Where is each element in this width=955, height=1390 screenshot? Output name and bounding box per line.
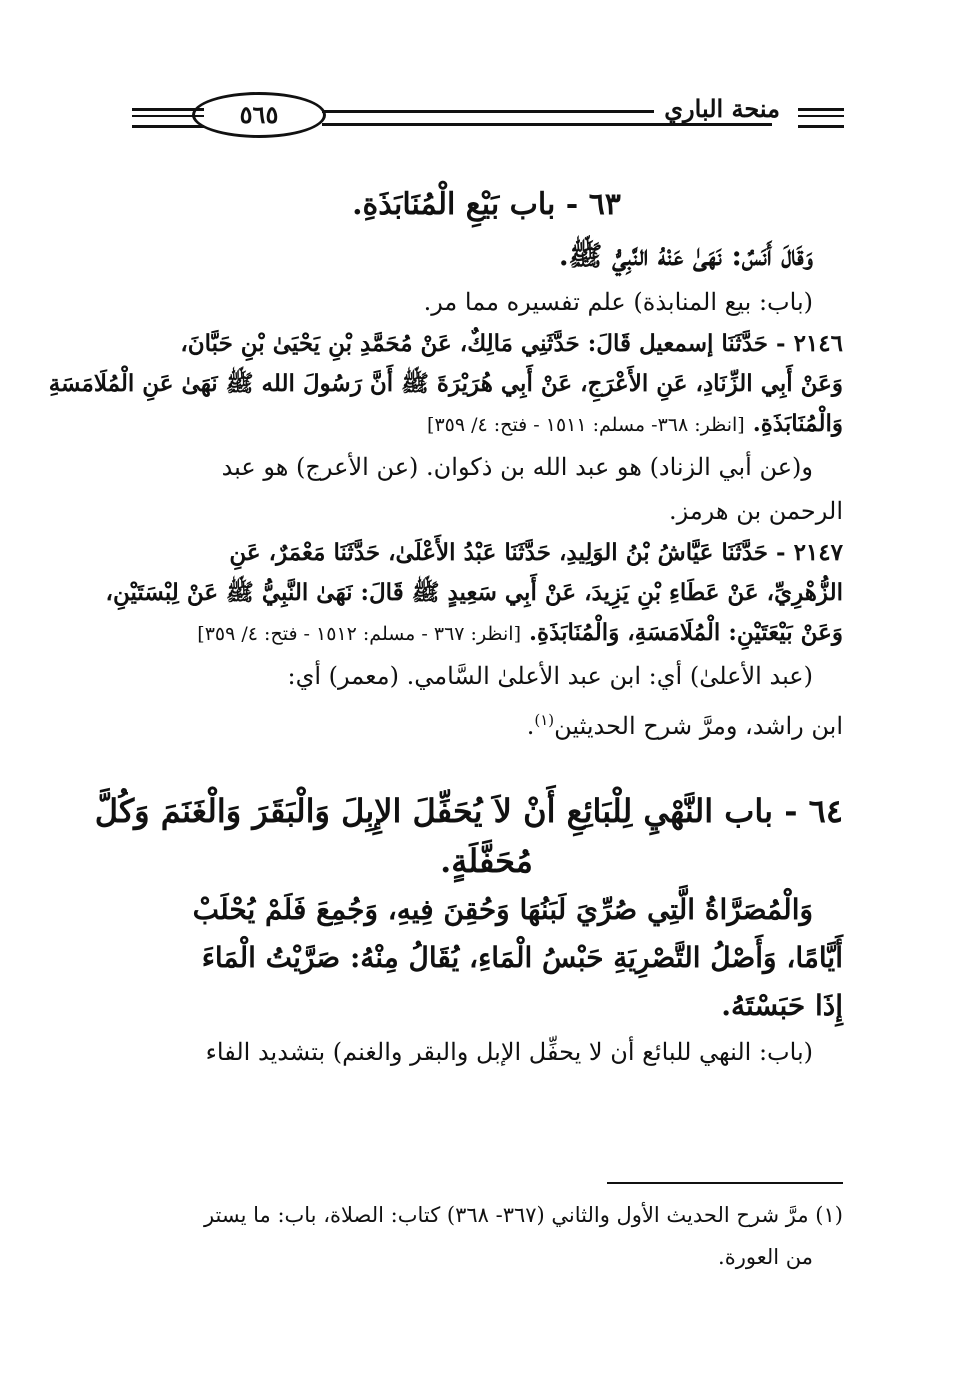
chapter-63-matn: وَقَالَ أَنَسٌ: نَهَىٰ عَنْهُ النَّبِيُّ ﷺ. (558, 239, 813, 272)
hadith-2147-line-3 (130, 613, 843, 654)
footnote-line-1: (١) مرَّ شرح الحديث الأول والثاني (٣٦٧- ٣٦٨) كتاب: الصلاة، باب: ما يستر (203, 1203, 843, 1227)
hadith-2146-reference: [انظر: ٣٦٨- مسلم: ١٥١١ - فتح: ٤/ ٣٥٩] (427, 414, 745, 436)
chapter-64-heading-line-2: مُحَفَّلَةٍ. (440, 842, 533, 880)
footnote-line-2: من العورة. (718, 1245, 813, 1269)
hadith-2147-reference: [انظر: ٣٦٧ - مسلم: ١٥١٢ - فتح: ٤/ ٣٥٩] (197, 623, 521, 645)
commentary-2147-line-1: (عبد الأعلىٰ) أي: ابن عبد الأعلىٰ السَّامي. (معمر) أي: (287, 662, 813, 690)
footnote-block (130, 1194, 843, 1278)
commentary-64-line-1: (باب: النهي للبائع أن لا يحفِّل الإبل والبقر والغنم) بتشديد الفاء (205, 1038, 813, 1066)
page-header (132, 88, 844, 144)
hadith-2147-line-2: الزُّهْرِيِّ، عَنْ عَطَاءِ بْنِ يَزِيدَ، عَنْ أَبِي سَعِيدٍ ﷺ قَالَ: نَهَىٰ النَّبِيُّ ﷺ عَنْ لِبْسَتَيْنِ، (105, 579, 843, 606)
running-title: منحة الباري (654, 94, 790, 123)
hadith-2146-text-end: وَالْمُنَابَذَةِ. (752, 410, 843, 437)
chapter-63-heading: ٦٣ - باب بَيْعِ الْمُنَابَذَةِ. (352, 187, 621, 222)
hadith-2146-line-2: وَعَنْ أَبِي الزِّنَادِ، عَنِ الأَعْرَجِ، عَنْ أَبِي هُرَيْرَةَ ﷺ أَنَّ رَسُولَ الله ﷺ نَهَىٰ عَنِ الْمُلَامَسَةِ (48, 370, 843, 397)
page-number: ٥٦٥ (192, 92, 326, 138)
commentary-2147-line-2 (130, 698, 843, 748)
chapter-64-heading-line-1: ٦٤ - باب النَّهْيِ لِلْبَائِعِ أَنْ لاَ يُحَفِّلَ الإِبِلَ وَالْبَقَرَ وَالْغَنَمَ وَكُلَّ (94, 792, 843, 830)
footnote-marker: (١) (534, 711, 555, 729)
commentary-2146-line-1: و(عن أبي الزناد) هو عبد الله بن ذكوان. (عن الأعرج) هو عبد (221, 453, 813, 481)
chapter-64-matn-line-1: وَالْمُصَرَّاةُ الَّتِي صُرِّيَ لَبَنُهَا وَحُقِنَ فِيهِ، وَجُمِعَ فَلَمْ يُحْلَبْ (192, 893, 813, 926)
chapter-64-matn-line-2: أَيَّامًا، وَأَصْلُ التَّصْرِيَةِ حَبْسُ الْمَاءِ، يُقَالُ مِنْهُ: صَرَّيْتُ الْمَاءَ (201, 941, 843, 974)
footnote-divider (607, 1182, 843, 1184)
hadith-2147-line-1: ٢١٤٧ - حَدَّثَنَا عَيَّاشُ بْنُ الوَلِيدِ، حَدَّثَنَا عَبْدُ الأَعْلَىٰ، حَدَّثَنَا مَعْمَرٌ، عَنِ (229, 539, 843, 566)
hadith-2146-line-3 (130, 404, 843, 445)
commentary-2147-period: . (526, 712, 535, 740)
commentary-63-1: (باب: بيع المنابذة) علم تفسيره مما مر. (423, 288, 813, 316)
hadith-2147-text-end: وَعَنْ بَيْعَتَيْنِ: الْمُلَامَسَةِ، وَالْمُنَابَذَةِ. (529, 619, 843, 646)
header-rule-right (798, 108, 844, 128)
commentary-2146-line-2: الرحمن بن هرمز. (668, 497, 843, 525)
hadith-2146-line-1: ٢١٤٦ - حَدَّثَنَا إسمعيل قَالَ: حَدَّثَنِي مَالِكٌ، عَنْ مُحَمَّدِ بْنِ يَحْيَىٰ بْنِ حَبَّانَ، (180, 330, 843, 357)
chapter-64-matn-line-3: إِذَا حَبَسْتَهُ. (721, 989, 843, 1022)
page-body (48, 168, 843, 1074)
commentary-2147-text: ابن راشد، ومرَّ شرح الحديثين (554, 712, 843, 740)
